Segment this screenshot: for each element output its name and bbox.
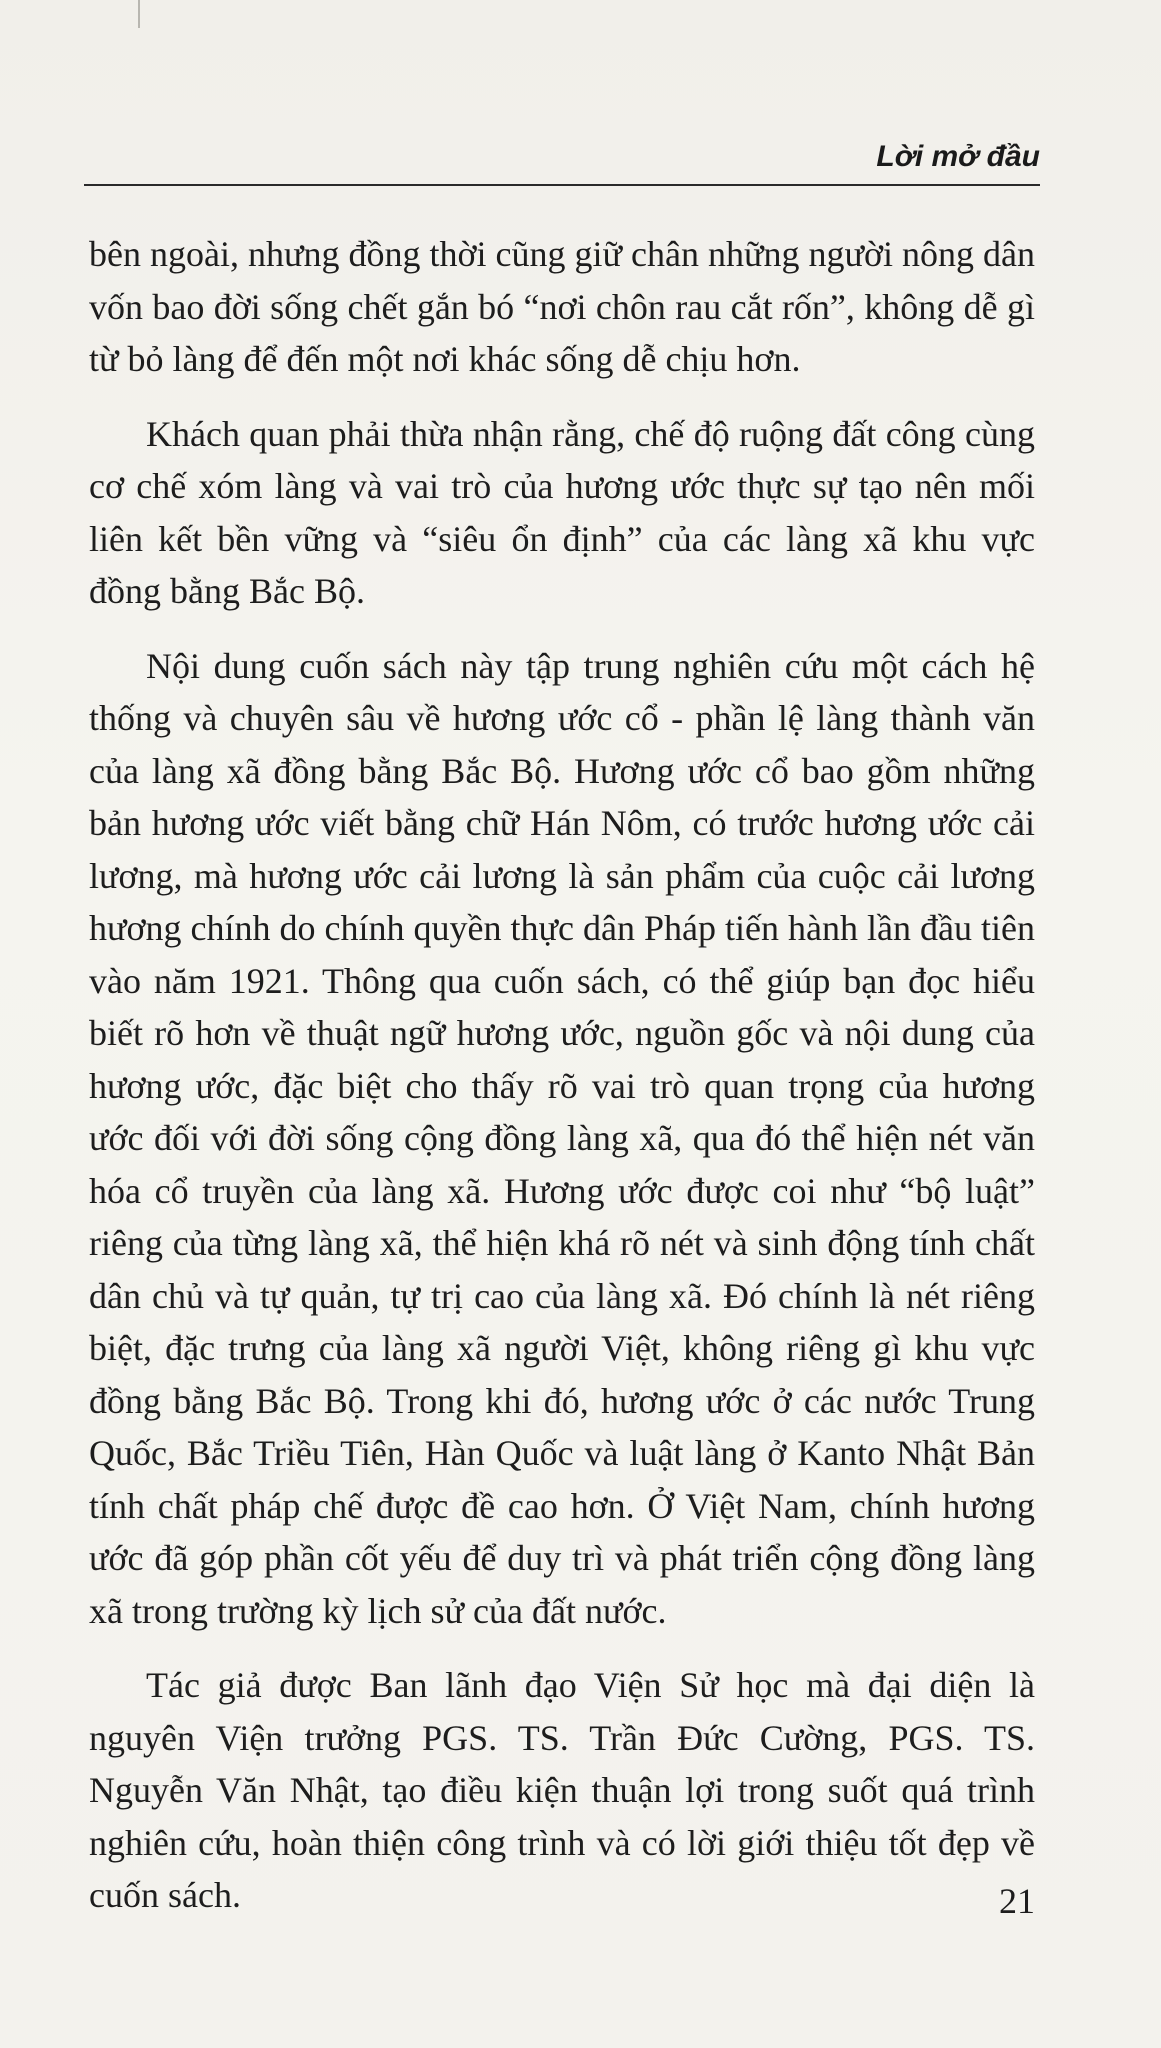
paragraph-continued: bên ngoài, nhưng đồng thời cũng giữ chân những người nông dân vốn bao đời sống chết gắn bó “nơi chôn rau cắt rốn”, không dễ gì từ bỏ làng để đến một nơi khác sống dễ chịu hơn. <box>89 234 1036 379</box>
paragraph: Khách quan phải thừa nhận rằng, chế độ ruộng đất công cùng cơ chế xóm làng và vai trò của hương ước thực sự tạo nên mối liên kết bền vững và “siêu ổn định” của các làng xã khu vực đồng bằng Bắc Bộ. <box>89 413 1035 611</box>
header-rule <box>84 184 1040 186</box>
page-number: 21 <box>999 1881 1035 1921</box>
paragraph: Nội dung cuốn sách này tập trung nghiên cứu một cách hệ thống và chuyên sâu về hương ước cổ - phần lệ làng thành văn của làng xã đồng bằng Bắc Bộ. Hương ước cổ bao gồm những bản hương ước viết bằng chữ Hán Nôm, có trước hương ước cải lương, mà hương ước cải lương là sản phẩm của cuộc cải lương hương chính do chính quyền thực dân Pháp tiến hành lần đầu tiên vào năm 1921. Thông qua cuốn sách, có thể giúp bạn đọc hiểu biết rõ hơn về thuật ngữ hương ước, nguồn gốc và nội dung của hương ước, đặc biệt cho thấy rõ vai trò quan trọng của hương ước đối với đời sống cộng đồng làng xã, qua đó thể hiện nét văn hóa cổ truyền của làng xã. Hương ước được coi như “bộ luật” riêng của từng làng xã, thể hiện khá rõ nét và sinh động tính chất dân chủ và tự quản, tự trị cao của làng xã. Đó chính là nét riêng biệt, đặc trưng của làng xã người Việt, không riêng gì khu vực đồng bằng Bắc Bộ. Trong khi đó, hương ước ở các nước Trung Quốc, Bắc Triều Tiên, Hàn Quốc và luật làng ở Kanto Nhật Bản tính chất pháp chế được đề cao hơn. Ở Việt Nam, chính hương ước đã góp phần cốt yếu để duy trì và phát triển cộng đồng làng xã trong trường kỳ lịch sử của đất nước. <box>89 645 1035 1631</box>
page-header <box>84 134 1040 186</box>
scan-edge-mark <box>138 0 140 28</box>
paragraph: Tác giả được Ban lãnh đạo Viện Sử học mà đại diện là nguyên Viện trưởng PGS. TS. Trần Đức Cường, PGS. TS. Nguyễn Văn Nhật, tạo điều kiện thuận lợi trong suốt quá trình nghiên cứu, hoàn thiện công trình và có lời giới thiệu tốt đẹp về cuốn sách. <box>89 1665 1035 1915</box>
running-title: Lời mở đầu <box>876 140 1040 173</box>
body-text <box>89 228 1035 1944</box>
